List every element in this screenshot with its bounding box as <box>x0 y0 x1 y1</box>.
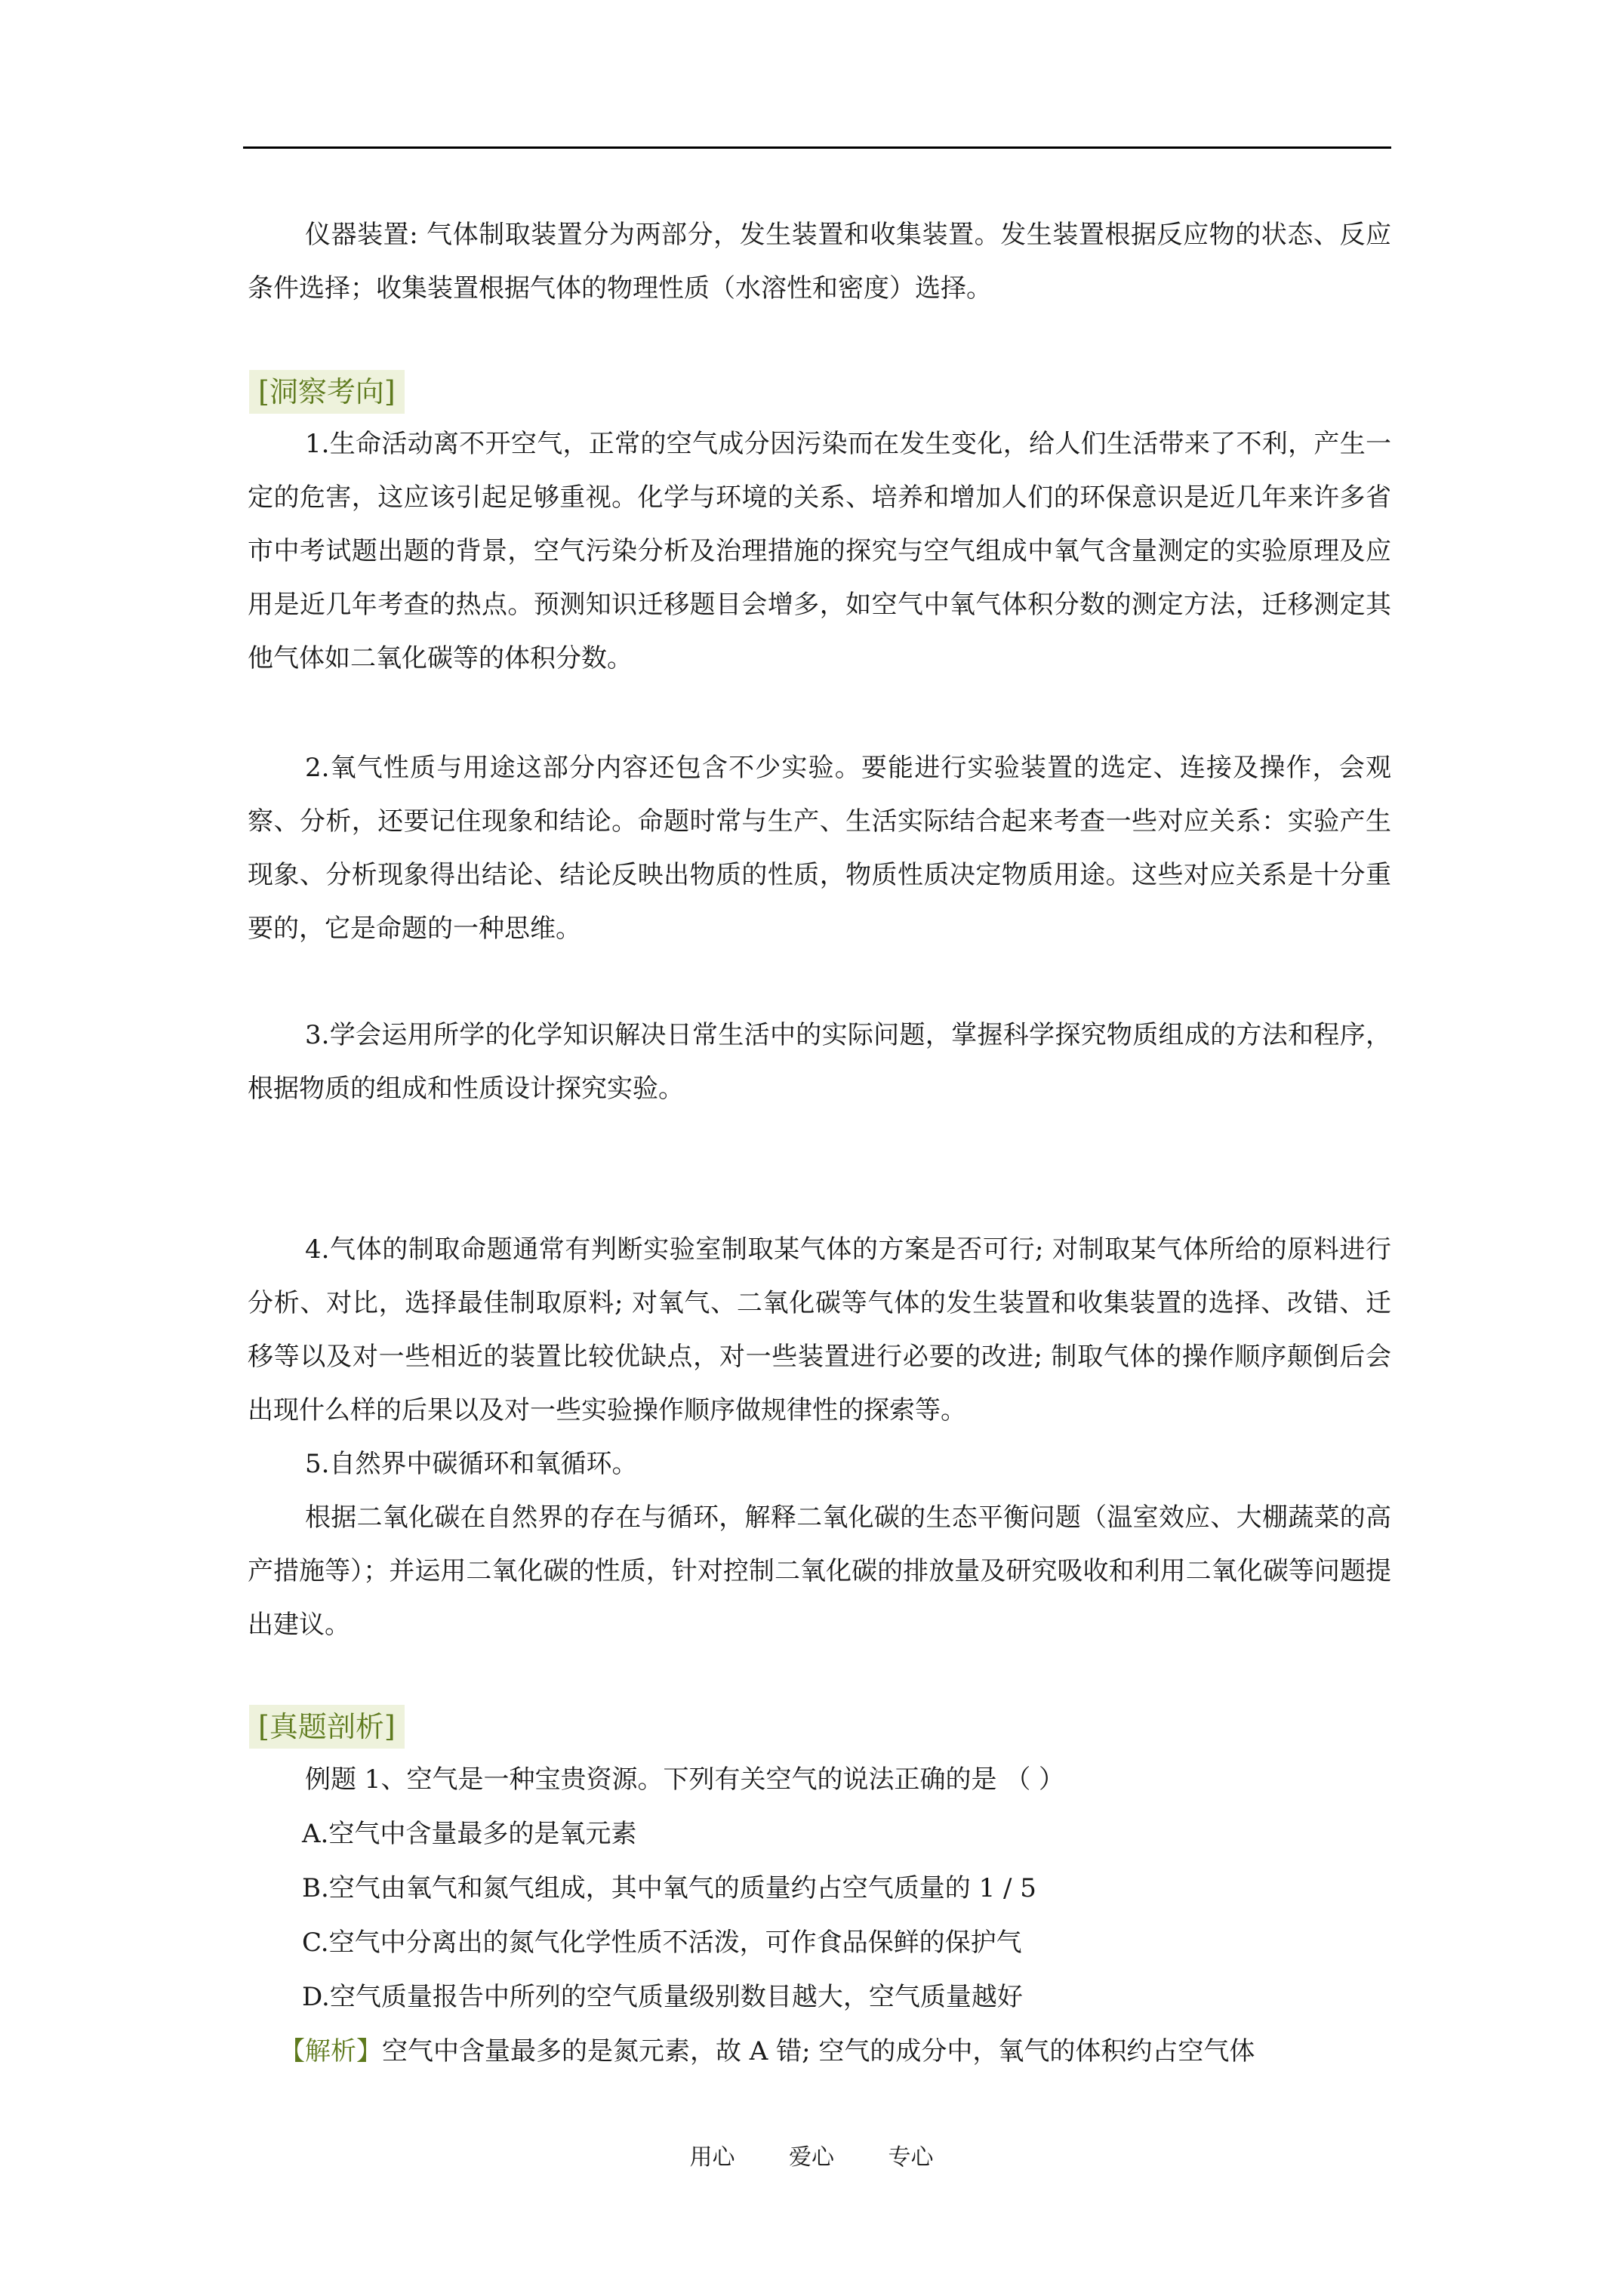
example-option-d: D.空气质量报告中所列的空气质量级别数目越大，空气质量越好 <box>302 1982 1023 2012</box>
example-analysis <box>279 2025 1255 2079</box>
insight-paragraph-2: 2.氧气性质与用途这部分内容还包含不少实验。要能进行实验装置的选定、连接及操作，会观察、分析，还要记住现象和结论。命题时常与生产、生活实际结合起来考查一些对应关系：实验产生现象、分析现象得出结论、结论反映出物质的性质，物质性质决定物质用途。这些对应关系是十分重要的，它是命题的一种思维。 <box>248 753 1391 944</box>
example-option-b: B.空气由氧气和氮气组成，其中氧气的质量约占空气质量的 1 / 5 <box>302 1873 1036 1903</box>
footer-item: 用心 <box>689 2144 735 2171</box>
insight-paragraph-5-title: 5.自然界中碳循环和氧循环。 <box>305 1449 638 1479</box>
section-label-exam: [真题剖析] <box>249 1705 405 1749</box>
header-rule <box>243 146 1391 149</box>
page-footer <box>0 2143 1623 2173</box>
example-question: 例题 1、空气是一种宝贵资源。下列有关空气的说法正确的是 （ ） <box>305 1764 1065 1795</box>
insight-paragraph-3: 3.学会运用所学的化学知识解决日常生活中的实际问题，掌握科学探究物质组成的方法和程序，根据物质的组成和性质设计探究实验。 <box>248 1020 1391 1104</box>
insight-paragraph-5-body: 根据二氧化碳在自然界的存在与循环，解释二氧化碳的生态平衡问题（温室效应、大棚蔬菜的高产措施等）；并运用二氧化碳的性质，针对控制二氧化碳的排放量及研究吸收和利用二氧化碳等问题提出建议。 <box>248 1502 1391 1640</box>
insight-paragraph-4: 4.气体的制取命题通常有判断实验室制取某气体的方案是否可行; 对制取某气体所给的原料进行分析、对比，选择最佳制取原料; 对氧气、二氧化碳等气体的发生装置和收集装置的选择、改错、迁移等以及对一些相近的装置比较优缺点，对一些装置进行必要的改进; 制取气体的操作顺序颠倒后会出现什么样的后果以及对一些实验操作顺序做规律性的探索等。 <box>248 1234 1391 1425</box>
intro-paragraph: 仪器装置: 气体制取装置分为两部分，发生装置和收集装置。发生装置根据反应物的状态、反应条件选择；收集装置根据气体的物理性质（水溶性和密度）选择。 <box>248 220 1391 304</box>
section-label-insight: [洞察考向] <box>249 370 405 414</box>
analysis-text: 空气中含量最多的是氮元素，故 A 错; 空气的成分中，氧气的体积约占空气体 <box>382 2036 1255 2066</box>
example-option-c: C.空气中分离出的氮气化学性质不活泼，可作食品保鲜的保护气 <box>302 1928 1022 1958</box>
footer-item: 专心 <box>888 2144 934 2171</box>
example-option-a: A.空气中含量最多的是氧元素 <box>302 1819 637 1849</box>
footer-item: 爱心 <box>789 2144 834 2171</box>
analysis-tag: 【解析】 <box>279 2036 382 2066</box>
insight-paragraph-1: 1.生命活动离不开空气，正常的空气成分因污染而在发生变化，给人们生活带来了不利，产生一定的危害，这应该引起足够重视。化学与环境的关系、培养和增加人们的环保意识是近几年来许多省市中考试题出题的背景，空气污染分析及治理措施的探究与空气组成中氧气含量测定的实验原理及应用是近几年考查的热点。预测知识迁移题目会增多，如空气中氧气体积分数的测定方法，迁移测定其他气体如二氧化碳等的体积分数。 <box>248 429 1391 673</box>
